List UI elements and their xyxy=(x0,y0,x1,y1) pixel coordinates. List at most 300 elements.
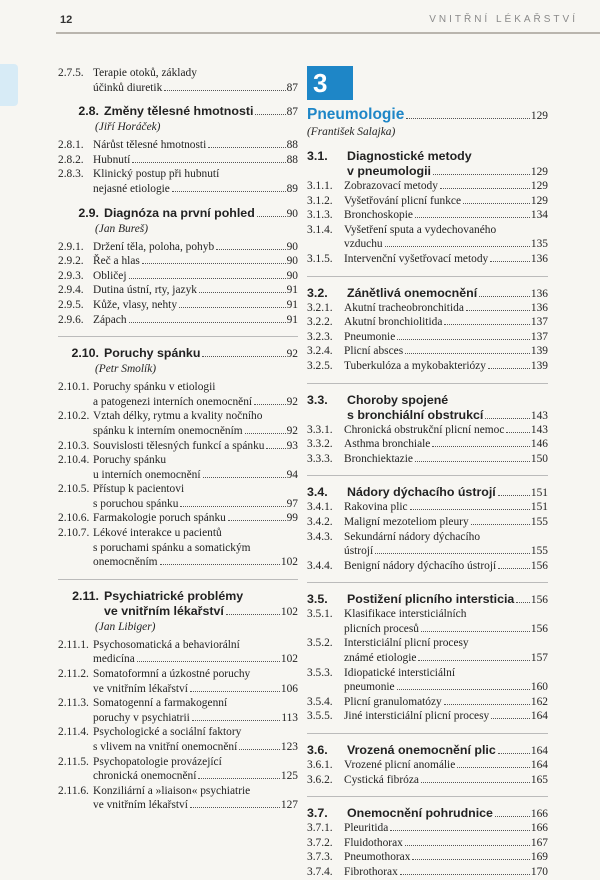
toc-entry[interactable] xyxy=(58,511,298,526)
page-ref: 125 xyxy=(280,770,298,783)
page-ref: 87 xyxy=(286,81,298,94)
page-ref: 151 xyxy=(530,501,548,514)
toc-entry[interactable] xyxy=(307,821,548,836)
entry-title: Pneumothorax xyxy=(344,851,411,864)
section-title: Choroby spojené xyxy=(347,392,449,407)
entry-body xyxy=(93,453,298,482)
leader-dots xyxy=(142,263,286,264)
toc-section[interactable] xyxy=(58,589,298,619)
entry-title: Kůže, vlasy, nehty xyxy=(93,298,178,311)
toc-entry[interactable] xyxy=(58,453,298,482)
page-ref: 92 xyxy=(286,424,298,437)
entry-line xyxy=(93,182,298,197)
entry-body xyxy=(93,153,298,168)
entry-title: Rakovina plic xyxy=(344,501,408,514)
entry-number: 2.10.3. xyxy=(58,439,90,452)
page-number: 12 xyxy=(60,14,73,26)
entry-line xyxy=(93,652,298,667)
entry-line xyxy=(93,638,298,653)
toc-entry[interactable] xyxy=(58,153,298,168)
entry-number: 3.5.2. xyxy=(307,637,333,650)
entry-number: 3.7.3. xyxy=(307,851,333,864)
entry-line xyxy=(344,544,548,559)
section-line xyxy=(347,164,548,179)
entry-body xyxy=(344,607,548,636)
section-line xyxy=(104,104,298,119)
page-ref: 143 xyxy=(530,409,548,422)
toc-entry[interactable] xyxy=(58,638,298,667)
entry-body xyxy=(344,330,548,345)
toc-entry[interactable] xyxy=(307,773,548,788)
entry-title: Akutní tracheobronchitida xyxy=(344,301,464,314)
entry-line xyxy=(344,709,548,724)
toc-right-column xyxy=(307,66,548,880)
entry-number: 3.5.4. xyxy=(307,695,333,708)
entry-line xyxy=(344,500,548,515)
section-number: 3.6. xyxy=(307,743,328,758)
entry-title: Vrozené plicní anomálie xyxy=(344,759,456,772)
entry-title: Lékové interakce u pacientů xyxy=(93,527,222,540)
entry-body xyxy=(344,773,548,788)
entry-body xyxy=(93,254,298,269)
entry-number: 3.7.1. xyxy=(307,822,333,835)
page-ref: 93 xyxy=(286,439,298,452)
toc-entry[interactable] xyxy=(307,530,548,559)
section-title: Zánětlivá onemocnění xyxy=(347,285,478,300)
toc-entry[interactable] xyxy=(58,725,298,754)
toc-entry[interactable] xyxy=(58,784,298,813)
leader-dots xyxy=(488,368,530,369)
entry-body xyxy=(344,515,548,530)
toc-section[interactable] xyxy=(307,149,548,179)
toc-entry[interactable] xyxy=(307,344,548,359)
leader-dots xyxy=(190,691,280,692)
entry-line xyxy=(93,395,298,410)
entry-number: 3.4.4. xyxy=(307,559,333,572)
entry-line xyxy=(344,607,548,622)
toc-entry[interactable] xyxy=(307,850,548,865)
toc-left-column xyxy=(58,66,298,813)
chapter-title-line[interactable] xyxy=(307,106,548,124)
entry-number: 2.11.4. xyxy=(58,726,89,739)
toc-entry[interactable] xyxy=(58,755,298,784)
entry-body xyxy=(344,709,548,724)
page-ref: 150 xyxy=(530,452,548,465)
leader-dots xyxy=(485,418,530,419)
leader-dots xyxy=(471,524,530,525)
toc-entry[interactable] xyxy=(307,252,548,267)
toc-entry[interactable] xyxy=(307,437,548,452)
section-body xyxy=(104,206,298,221)
leader-dots xyxy=(228,520,286,521)
entry-title: Maligní mezoteliom pleury xyxy=(344,515,469,528)
entry-line xyxy=(93,240,298,255)
entry-body xyxy=(93,380,298,409)
toc-entry[interactable] xyxy=(58,138,298,153)
toc-section[interactable] xyxy=(307,286,548,301)
entry-title: nejasné etiologie xyxy=(93,182,170,195)
section-divider xyxy=(58,579,298,580)
leader-dots xyxy=(516,602,530,603)
toc-section[interactable] xyxy=(58,206,298,221)
entry-body xyxy=(93,439,298,454)
entry-line xyxy=(344,695,548,710)
entry-title: spánku k interním onemocněním xyxy=(93,424,243,437)
toc-entry[interactable] xyxy=(307,709,548,724)
page-ref: 134 xyxy=(530,209,548,222)
entry-title: Farmakologie poruch spánku xyxy=(93,512,226,525)
entry-body xyxy=(344,758,548,773)
entry-body xyxy=(93,298,298,313)
leader-dots xyxy=(444,324,530,325)
section-number: 3.4. xyxy=(307,485,328,500)
leader-dots xyxy=(202,356,285,357)
leader-dots xyxy=(466,310,530,311)
entry-line xyxy=(344,194,548,209)
entry-title: Asthma bronchiale xyxy=(344,438,431,451)
toc-section[interactable] xyxy=(307,743,548,758)
section-line xyxy=(347,408,548,423)
toc-entry[interactable] xyxy=(58,526,298,570)
entry-body xyxy=(93,409,298,438)
entry-number: 3.5.5. xyxy=(307,710,333,723)
chapter-author: (František Salajka) xyxy=(307,126,396,138)
toc-entry[interactable] xyxy=(307,758,548,773)
entry-title: Zápach xyxy=(93,313,127,326)
toc-section[interactable] xyxy=(307,485,548,500)
toc-entry[interactable] xyxy=(58,439,298,454)
page-ref: 155 xyxy=(530,545,548,558)
leader-dots xyxy=(198,778,279,779)
page-ref: 90 xyxy=(286,255,298,268)
entry-line xyxy=(93,424,298,439)
page-ref: 88 xyxy=(286,139,298,152)
entry-number: 2.8.1. xyxy=(58,139,84,152)
leader-dots xyxy=(491,718,530,719)
page-ref: 167 xyxy=(530,836,548,849)
entry-title: Benigní nádory dýchacího ústrojí xyxy=(344,559,497,572)
toc-entry[interactable] xyxy=(307,500,548,515)
entry-line xyxy=(93,682,298,697)
entry-title: Fluidothorax xyxy=(344,836,403,849)
toc-entry[interactable] xyxy=(58,283,298,298)
toc-section[interactable] xyxy=(58,104,298,119)
leader-dots xyxy=(203,477,286,478)
page-ref: 89 xyxy=(286,182,298,195)
entry-body xyxy=(93,240,298,255)
toc-section[interactable] xyxy=(307,393,548,423)
entry-title: s poruchami spánku a somatickým xyxy=(93,541,251,554)
leader-dots xyxy=(415,217,530,218)
leader-dots xyxy=(479,296,530,297)
toc-entry[interactable] xyxy=(307,607,548,636)
entry-body xyxy=(93,696,298,725)
toc-entry[interactable] xyxy=(307,194,548,209)
entry-line xyxy=(344,423,548,438)
leader-dots xyxy=(390,830,530,831)
entry-line xyxy=(344,208,548,223)
section-body xyxy=(104,589,298,619)
toc-entry[interactable] xyxy=(307,179,548,194)
section-number: 3.7. xyxy=(307,806,328,821)
toc-entry[interactable] xyxy=(58,409,298,438)
page-ref: 137 xyxy=(530,316,548,329)
entry-body xyxy=(344,559,548,574)
leader-dots xyxy=(208,147,285,148)
entry-number: 2.9.6. xyxy=(58,313,84,326)
page-ref: 91 xyxy=(286,284,298,297)
entry-number: 3.3.2. xyxy=(307,438,333,451)
page-ref: 94 xyxy=(286,468,298,481)
entry-title: plicních procesů xyxy=(344,622,419,635)
entry-body xyxy=(344,530,548,559)
page-ref: 164 xyxy=(530,710,548,723)
page-ref: 165 xyxy=(530,773,548,786)
entry-line xyxy=(93,283,298,298)
entry-body xyxy=(344,500,548,515)
entry-body xyxy=(344,836,548,851)
page-ref: 139 xyxy=(530,345,548,358)
entry-title: Vyšetření sputa a vydechovaného xyxy=(344,223,497,236)
entry-line xyxy=(93,667,298,682)
leader-dots xyxy=(463,203,530,204)
entry-title: Konziliární a »liaison« psychiatrie xyxy=(93,784,251,797)
toc-section[interactable] xyxy=(307,806,548,821)
entry-body xyxy=(344,423,548,438)
entry-number: 3.5.3. xyxy=(307,666,333,679)
page-ref: 146 xyxy=(530,438,548,451)
entry-number: 3.5.1. xyxy=(307,608,333,621)
entry-title: Klinický postup při hubnutí xyxy=(93,168,220,181)
section-divider xyxy=(307,475,548,476)
chapter-number-box xyxy=(307,66,353,100)
toc-entry[interactable] xyxy=(307,666,548,695)
toc-entry[interactable] xyxy=(307,301,548,316)
page-ref: 139 xyxy=(530,359,548,372)
entry-title: Vztah délky, rytmu a kvality nočního xyxy=(93,410,263,423)
page-ref: 102 xyxy=(280,556,298,569)
section-title: ve vnitřním lékařství xyxy=(104,603,224,618)
page-ref: 166 xyxy=(530,822,548,835)
leader-dots xyxy=(432,446,530,447)
entry-number: 2.9.1. xyxy=(58,240,84,253)
section-divider xyxy=(307,276,548,277)
toc-section[interactable] xyxy=(307,592,548,607)
entry-title: u interních onemocnění xyxy=(93,468,201,481)
leader-dots xyxy=(397,339,530,340)
page-ref: 157 xyxy=(530,652,548,665)
section-body xyxy=(104,104,298,119)
toc-entry[interactable] xyxy=(58,313,298,328)
toc-entry[interactable] xyxy=(307,423,548,438)
toc-entry[interactable] xyxy=(58,380,298,409)
entry-body xyxy=(93,269,298,284)
leader-dots xyxy=(457,767,530,768)
toc-entry[interactable] xyxy=(307,515,548,530)
toc-entry[interactable] xyxy=(307,315,548,330)
leader-dots xyxy=(137,661,280,662)
entry-body xyxy=(93,755,298,784)
section-line xyxy=(104,206,298,221)
page-ref: 129 xyxy=(530,180,548,192)
entry-number: 3.1.3. xyxy=(307,209,333,222)
toc-entry[interactable] xyxy=(58,269,298,284)
section-divider xyxy=(307,383,548,384)
section-line xyxy=(347,806,548,821)
toc-entry[interactable] xyxy=(58,696,298,725)
toc-entry[interactable] xyxy=(307,695,548,710)
page-ref: 156 xyxy=(530,594,548,607)
entry-title: ústrojí xyxy=(344,545,374,558)
entry-title: Psychosomatická a behaviorální xyxy=(93,638,240,651)
entry-number: 2.11.1. xyxy=(58,638,89,651)
entry-body xyxy=(93,725,298,754)
entry-title: Řeč a hlas xyxy=(93,255,140,268)
entry-body xyxy=(93,138,298,153)
page-ref: 99 xyxy=(286,512,298,525)
entry-title: vzduchu xyxy=(344,238,383,251)
section-divider xyxy=(307,582,548,583)
entry-number: 2.11.2. xyxy=(58,668,89,681)
toc-entry[interactable] xyxy=(58,482,298,511)
entry-number: 2.9.2. xyxy=(58,255,84,268)
entry-body xyxy=(344,865,548,880)
entry-number: 3.1.2. xyxy=(307,194,333,207)
leader-dots xyxy=(397,689,530,690)
entry-line xyxy=(344,836,548,851)
entry-line xyxy=(93,798,298,813)
page-ref: 166 xyxy=(530,808,548,821)
page-ref: 169 xyxy=(530,851,548,864)
section-author: (Petr Smolík) xyxy=(95,363,157,376)
section-number: 2.11. xyxy=(72,588,99,603)
leader-dots xyxy=(415,461,530,462)
entry-line xyxy=(93,769,298,784)
chapter-page: 129 xyxy=(530,110,548,122)
entry-number: 3.7.2. xyxy=(307,836,333,849)
page-ref: 164 xyxy=(530,759,548,772)
entry-number: 3.3.3. xyxy=(307,452,333,465)
toc-entry[interactable] xyxy=(58,667,298,696)
toc-entry[interactable] xyxy=(58,298,298,313)
page-ref: 170 xyxy=(530,866,548,878)
entry-line xyxy=(344,344,548,359)
toc-entry[interactable] xyxy=(307,359,548,374)
entry-title: Klasifikace intersticiálních xyxy=(344,608,467,621)
toc-entry[interactable] xyxy=(307,836,548,851)
page-ref: 90 xyxy=(286,269,298,282)
toc-section[interactable] xyxy=(58,346,298,361)
section-body xyxy=(347,393,548,423)
page-ref: 136 xyxy=(530,252,548,265)
toc-entry[interactable] xyxy=(307,223,548,252)
toc-entry[interactable] xyxy=(307,330,548,345)
toc-entry[interactable] xyxy=(58,254,298,269)
entry-title: Bronchiektazie xyxy=(344,452,413,465)
entry-line xyxy=(93,439,298,454)
leader-dots xyxy=(254,404,286,405)
leader-dots xyxy=(405,845,530,846)
entry-title: Intersticiální plicní procesy xyxy=(344,637,469,650)
entry-title: Sekundární nádory dýchacího xyxy=(344,530,481,543)
page-ref: 102 xyxy=(280,605,298,618)
leader-dots xyxy=(129,278,286,279)
entry-line xyxy=(93,298,298,313)
page-ref: 102 xyxy=(280,653,298,666)
section-line xyxy=(347,393,548,408)
leader-dots xyxy=(421,631,530,632)
entry-body xyxy=(93,313,298,328)
entry-number: 3.2.3. xyxy=(307,330,333,343)
page-ref: 87 xyxy=(286,106,298,119)
entry-title: Chronická obstrukční plicní nemoc xyxy=(344,423,505,436)
section-title: Diagnóza na první pohled xyxy=(104,205,255,220)
toc-entry[interactable] xyxy=(58,167,298,196)
entry-title: Akutní bronchiolitida xyxy=(344,316,443,329)
toc-entry[interactable] xyxy=(307,452,548,467)
page-ref: 135 xyxy=(530,238,548,251)
entry-body xyxy=(344,252,548,267)
entry-title: Bronchoskopie xyxy=(344,209,413,222)
entry-title: ve vnitřním lékařství xyxy=(93,799,188,812)
toc-entry[interactable] xyxy=(307,559,548,574)
entry-line xyxy=(344,666,548,681)
entry-number: 3.4.1. xyxy=(307,501,333,514)
toc-entry[interactable] xyxy=(58,240,298,255)
toc-entry[interactable] xyxy=(307,865,548,880)
section-divider xyxy=(58,336,298,337)
entry-body xyxy=(344,208,548,223)
section-body xyxy=(347,806,548,821)
entry-body xyxy=(344,301,548,316)
entry-body xyxy=(344,666,548,695)
entry-body xyxy=(93,482,298,511)
entry-title: Somatogenní a farmakogenní xyxy=(93,697,228,710)
page-ref: 151 xyxy=(530,487,548,500)
entry-number: 3.1.4. xyxy=(307,223,333,236)
leader-dots xyxy=(180,506,285,507)
entry-line xyxy=(93,254,298,269)
entry-number: 2.10.2. xyxy=(58,410,90,423)
leader-dots xyxy=(410,509,530,510)
entry-number: 3.1.1. xyxy=(307,180,333,192)
leader-dots xyxy=(495,816,530,817)
entry-line xyxy=(93,725,298,740)
entry-number: 2.9.5. xyxy=(58,298,84,311)
entry-line xyxy=(344,758,548,773)
toc-entry[interactable] xyxy=(58,66,298,95)
section-number: 3.2. xyxy=(307,285,328,300)
entry-title: Dutina ústní, rty, jazyk xyxy=(93,284,197,297)
leader-dots xyxy=(192,720,281,721)
entry-line xyxy=(344,223,548,238)
toc-entry[interactable] xyxy=(307,208,548,223)
section-line xyxy=(347,286,548,301)
leader-dots xyxy=(418,660,529,661)
page-ref: 90 xyxy=(286,240,298,253)
page-ref: 127 xyxy=(280,799,298,812)
entry-number: 2.11.5. xyxy=(58,755,89,768)
chapter-title: Pneumologie xyxy=(307,106,405,123)
entry-number: 3.2.5. xyxy=(307,359,333,372)
entry-number: 2.10.5. xyxy=(58,483,90,496)
entry-number: 2.9.4. xyxy=(58,284,84,297)
section-line xyxy=(104,604,298,619)
toc-entry[interactable] xyxy=(307,636,548,665)
section-line xyxy=(347,743,548,758)
entry-line xyxy=(93,555,298,570)
page-ref: 97 xyxy=(286,497,298,510)
